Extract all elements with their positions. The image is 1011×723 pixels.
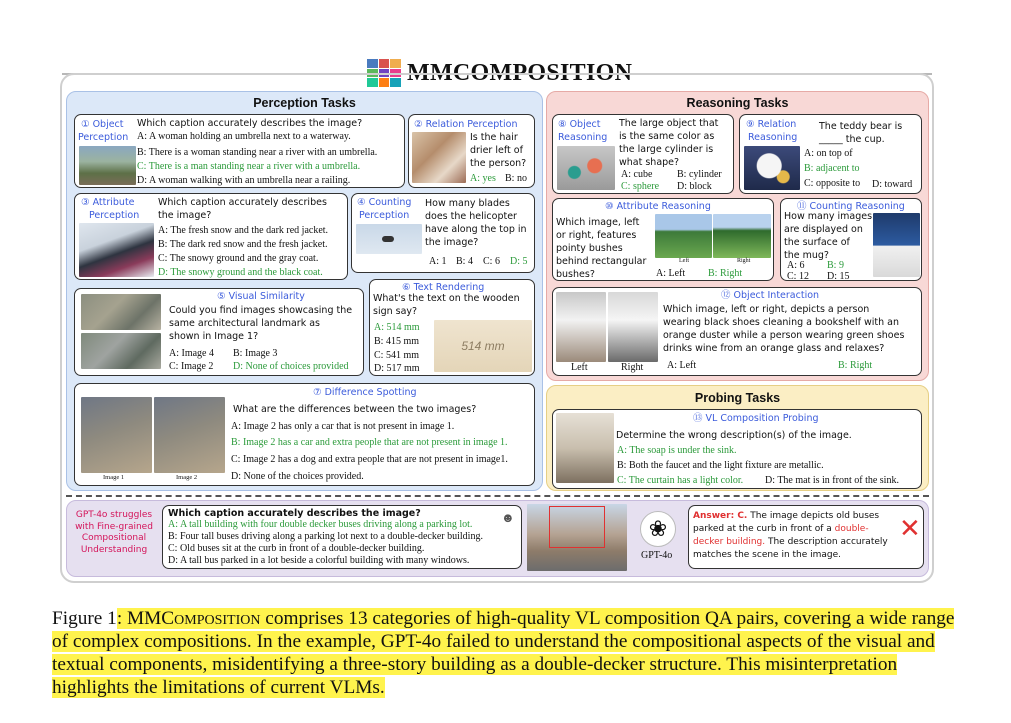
option-a: A: 1 xyxy=(429,256,447,267)
option-b-correct: B: adjacent to xyxy=(804,163,860,174)
question-line-3: the person? xyxy=(470,158,527,169)
question-line-4: the mug? xyxy=(784,250,829,261)
question-text: Which caption accurately describes the image? xyxy=(168,508,421,519)
card-title: ② Relation Perception xyxy=(414,119,518,130)
garden-photo-left xyxy=(655,214,712,258)
option-d: D: A woman walking with an umbrella near a railing. xyxy=(137,175,351,186)
scene-photo-right xyxy=(608,292,658,362)
question-line-3: have along the top in xyxy=(425,224,527,235)
question-line-1: Which image, left xyxy=(556,217,640,228)
option-b: B: no xyxy=(505,173,527,184)
option-a-correct: A: The soap is under the sink. xyxy=(617,445,737,456)
option-c-correct: C: sphere xyxy=(621,181,660,192)
question-line-2: wearing black shoes cleaning a bookshelf with an xyxy=(663,317,899,328)
3d-shapes-photo xyxy=(557,146,615,190)
image-label-left: Left xyxy=(571,362,588,373)
scene-photo-left xyxy=(556,292,606,362)
aerial-photo-2 xyxy=(81,333,161,369)
card-title: ⑧ Object xyxy=(558,119,601,130)
option-b: B: Image 3 xyxy=(233,348,278,359)
street-photo-1 xyxy=(81,397,152,473)
gpt4o-struggle-label xyxy=(68,510,160,556)
question-line-3: orange duster while a person wearing green shoes xyxy=(663,330,905,341)
river-umbrella-photo xyxy=(79,146,136,185)
option-d: D: A tall bus parked in a lot beside a colorful building with many windows. xyxy=(168,555,470,566)
question-line-2: _____ the cup. xyxy=(819,134,885,145)
card-title: ⑬ VL Composition Probing xyxy=(693,413,819,424)
option-a: A: 6 xyxy=(787,260,805,271)
question-text: What are the differences between the two images? xyxy=(233,404,477,415)
helicopter-photo xyxy=(356,224,422,254)
question-line-4: what shape? xyxy=(619,157,680,168)
question-line-2: the image? xyxy=(158,210,212,221)
card-object-reasoning xyxy=(552,114,734,194)
card-visual-similarity xyxy=(74,288,364,376)
logo-tile xyxy=(367,59,378,68)
option-a: A: A woman holding an umbrella next to a waterway. xyxy=(137,131,351,142)
question-line-3: the large cylinder is xyxy=(619,144,714,155)
option-d: D: block xyxy=(677,181,712,192)
caption-highlight xyxy=(52,608,954,698)
option-c: C: 6 xyxy=(483,256,500,267)
answer-red-1: double- xyxy=(834,524,869,534)
card-title: ③ Attribute xyxy=(81,197,135,208)
card-object-interaction xyxy=(552,287,922,376)
question-line-3: pointy bushes xyxy=(556,243,623,254)
card-title: ⑩ Attribute Reasoning xyxy=(605,201,711,212)
question-line-1: Could you find images showcasing the xyxy=(169,305,353,316)
card-title: ⑪ Counting Reasoning xyxy=(797,201,905,212)
option-a-correct: A: yes xyxy=(470,173,496,184)
snow-jacket-photo xyxy=(79,223,154,277)
card-counting-perception xyxy=(351,193,535,273)
option-d: D: None of the choices provided. xyxy=(231,471,364,482)
question-line-2: same architectural landmark as xyxy=(169,318,321,329)
option-a: A: Image 2 has only a car that is not present in image 1. xyxy=(231,421,455,432)
option-c-correct: C: The curtain has a light color. xyxy=(617,475,744,486)
logo-tile xyxy=(390,59,401,68)
option-d: D: The mat is in front of the sink. xyxy=(765,475,899,486)
perception-title: Perception Tasks xyxy=(253,96,356,110)
label-line-3: Compositional xyxy=(81,533,147,543)
option-a: A: Left xyxy=(667,360,697,371)
card-relation-reasoning xyxy=(739,114,922,194)
card-vl-composition-probing xyxy=(552,409,922,489)
option-a: A: The fresh snow and the dark red jacket. xyxy=(158,225,329,236)
option-d: D: 517 mm xyxy=(374,363,420,374)
card-title: ⑦ Difference Spotting xyxy=(313,387,417,398)
label-line-4: Understanding xyxy=(80,544,148,555)
card-title: ① Object xyxy=(81,119,124,130)
option-d-correct: D: 5 xyxy=(510,256,528,267)
logo-tile xyxy=(379,59,390,68)
image-label-right: Right xyxy=(737,258,751,264)
label-line-1: GPT-4o struggles xyxy=(75,510,153,520)
question-line-1: Which image, left or right, depicts a person xyxy=(663,304,870,315)
question-line-1: The teddy bear is xyxy=(819,121,903,132)
card-title: ⑫ Object Interaction xyxy=(721,290,820,301)
card-title-line2: Perception xyxy=(359,210,410,221)
card-gpt-question xyxy=(162,505,522,569)
question-line-1: Is the hair xyxy=(470,132,518,143)
card-attribute-reasoning xyxy=(552,198,774,281)
option-d-correct: D: None of choices provided xyxy=(233,361,349,372)
option-c: C: The snowy ground and the gray coat. xyxy=(158,253,319,264)
hair-drier-photo xyxy=(412,132,466,183)
option-d: D: 15 xyxy=(827,271,850,281)
option-a: A: Image 4 xyxy=(169,348,214,359)
answer-line-3: The description accurately xyxy=(767,537,888,547)
figure-title: MMCOMPOSITION xyxy=(407,59,633,86)
option-c: C: Image 2 has a dog and extra people that are not present in image1. xyxy=(231,454,508,465)
question-line-3: shown in Image 1? xyxy=(169,331,259,342)
question-line-1: The large object that xyxy=(619,118,719,129)
question-line-5: bushes? xyxy=(556,269,595,280)
option-b-correct: B: 9 xyxy=(827,260,844,271)
reasoning-title: Reasoning Tasks xyxy=(686,96,789,110)
card-title-line2: Perception xyxy=(89,210,140,221)
answer-red-2: decker building. xyxy=(693,537,766,547)
teddy-bear-photo xyxy=(744,146,800,190)
image-label-left: Left xyxy=(679,258,689,264)
option-a-correct: A: 514 mm xyxy=(374,322,420,333)
option-a: A: A tall building with four double decker buses driving along a parking lot. xyxy=(168,519,473,530)
question-line-4: behind rectangular xyxy=(556,256,647,267)
card-title: ⑥ Text Rendering xyxy=(402,282,485,293)
question-line-4: drinks wine from an orange glass and relaxes? xyxy=(663,343,885,354)
highlight-box xyxy=(549,506,605,548)
street-photo-2 xyxy=(154,397,225,473)
card-relation-perception xyxy=(408,114,535,188)
bathroom-photo xyxy=(556,413,614,483)
user-icon: ☻ xyxy=(501,510,515,525)
option-c: C: 12 xyxy=(787,271,809,281)
option-b: B: Four tall buses driving along a parking lot next to a double-decker building. xyxy=(168,531,483,542)
card-title-line2: Perception xyxy=(78,132,129,143)
caption-part-2: comprises 13 categories of high-quality VL composition QA pairs, covering a wide range of complex compositions. In the example, GPT-4o failed to understand the compositional aspects of the visual and textual components, misidentifying a three-story building as a double-decker structure. This misinterpretation highlights the limitations of current VLMs. xyxy=(52,608,955,698)
card-title: ④ Counting xyxy=(357,197,412,208)
card-title: ⑤ Visual Similarity xyxy=(217,291,305,302)
image-label-right: Right xyxy=(621,362,644,373)
option-b: B: The dark red snow and the fresh jacket. xyxy=(158,239,328,250)
card-attribute-perception xyxy=(74,193,348,280)
option-b: B: 415 mm xyxy=(374,336,420,347)
option-b: B: Both the faucet and the light fixture are metallic. xyxy=(617,460,824,471)
probing-title: Probing Tasks xyxy=(694,391,781,405)
answer-line-4: matches the scene in the image. xyxy=(693,550,842,560)
label-line-2: with Fine-grained xyxy=(75,521,153,532)
answer-line-2: parked at the curb in front of a xyxy=(693,524,832,534)
question-line-2: does the helicopter xyxy=(425,211,517,222)
card-object-perception xyxy=(74,114,405,188)
caption-prefix: Figure 1 xyxy=(52,608,117,629)
option-a: A: cube xyxy=(621,169,653,180)
option-c: C: Old buses sit at the curb in front of a double-decker building. xyxy=(168,543,425,554)
card-counting-reasoning xyxy=(780,198,922,281)
image-label-1: Image 1 xyxy=(103,474,125,481)
option-b-correct: B: Right xyxy=(838,360,873,371)
question-line-2: sign say? xyxy=(373,306,418,317)
question-line-2: drier left of xyxy=(470,145,523,156)
question-line-4: the image? xyxy=(425,237,479,248)
question-line-1: What's the text on the wooden xyxy=(373,293,520,304)
model-name: GPT-4o xyxy=(641,550,673,561)
option-b-correct: B: Right xyxy=(708,268,743,279)
wrong-mark-icon: ✕ xyxy=(899,514,921,544)
option-d: D: toward xyxy=(872,179,913,190)
card-difference-spotting xyxy=(74,383,535,486)
option-b-correct: B: Image 2 has a car and extra people that are not present in image 1. xyxy=(231,437,508,448)
option-b: B: 4 xyxy=(456,256,473,267)
card-gpt-answer xyxy=(688,505,924,569)
question-line-1: How many images xyxy=(784,211,873,222)
dashed-separator xyxy=(66,495,929,497)
answer-text xyxy=(693,510,908,562)
option-a: A: on top of xyxy=(804,148,853,159)
figure-caption xyxy=(52,607,962,699)
answer-label: Answer: C. xyxy=(693,511,748,521)
openai-logo-icon: ❀ xyxy=(640,511,676,547)
question-line-1: Which caption accurately describes xyxy=(158,197,327,208)
question-line-3: the surface of xyxy=(784,237,850,248)
caption-part-1: : MM xyxy=(116,608,162,629)
option-b: B: There is a woman standing near a river with an umbrella. xyxy=(137,147,378,158)
option-b: B: cylinder xyxy=(677,169,722,180)
question-line-2: is the same color as xyxy=(619,131,715,142)
caption-smallcaps: Composition xyxy=(161,608,261,629)
wooden-sign-photo xyxy=(434,320,532,372)
question-line-2: are displayed on xyxy=(784,224,863,235)
option-c: C: 541 mm xyxy=(374,350,420,361)
option-a: A: Left xyxy=(656,268,686,279)
sign-text: 514 mm xyxy=(461,339,505,353)
garden-photo-right xyxy=(713,214,771,258)
option-c: C: opposite to xyxy=(804,178,861,189)
card-title-line2: Reasoning xyxy=(558,132,608,143)
option-c: C: Image 2 xyxy=(169,361,214,372)
question-line-1: How many blades xyxy=(425,198,510,209)
mug-photo xyxy=(873,213,920,277)
option-d-correct: D: The snowy ground and the black coat. xyxy=(158,267,323,278)
card-title: ⑨ Relation xyxy=(746,119,797,130)
answer-line-1: The image depicts old buses xyxy=(750,511,880,521)
aerial-photo-1 xyxy=(81,294,161,330)
question-text: Determine the wrong description(s) of the image. xyxy=(616,430,852,441)
card-text-rendering xyxy=(369,279,535,376)
question-text: Which caption accurately describes the image? xyxy=(137,118,363,129)
option-c-correct: C: There is a man standing near a river with a umbrella. xyxy=(137,161,361,172)
buses-building-photo xyxy=(527,504,627,571)
image-label-2: Image 2 xyxy=(176,474,198,481)
card-title-line2: Reasoning xyxy=(748,132,798,143)
question-line-2: or right, features xyxy=(556,230,637,241)
